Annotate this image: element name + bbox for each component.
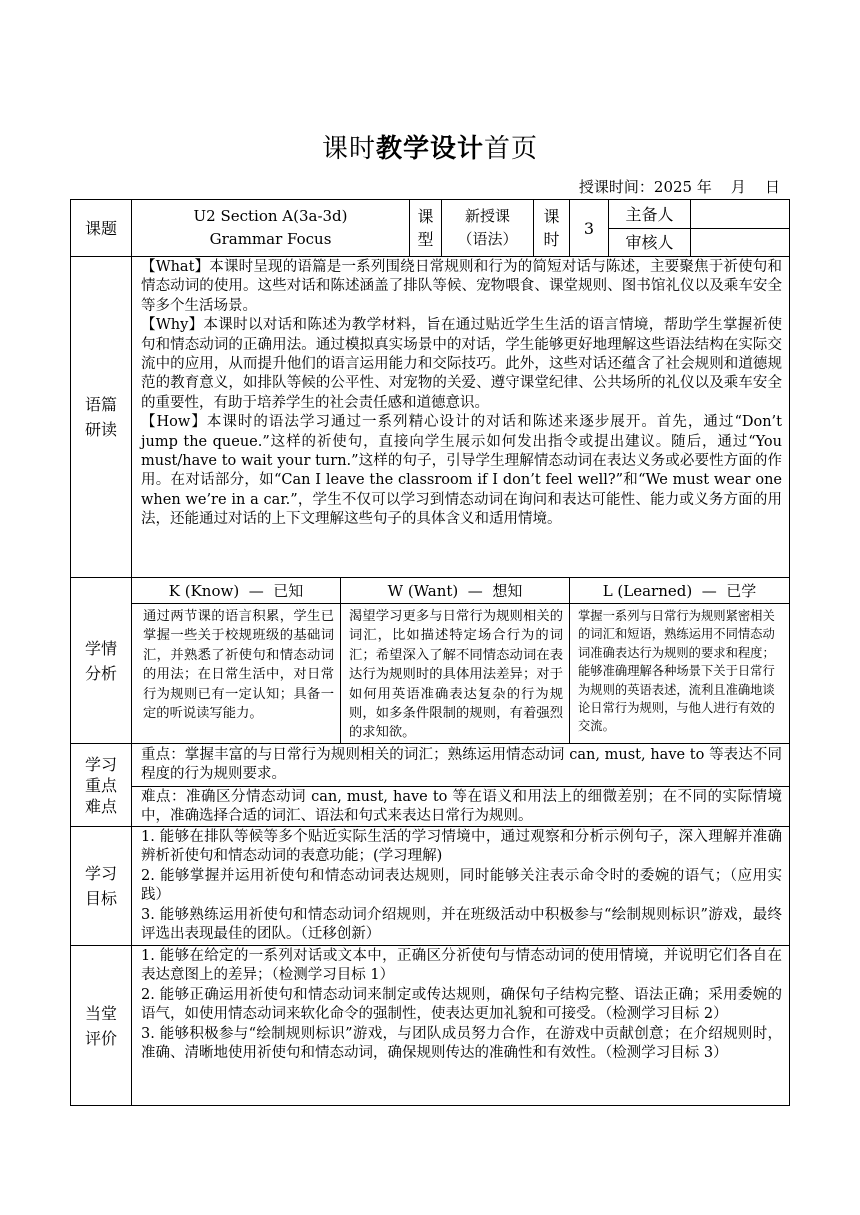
assessment-item-3: 3. 能够积极参与“绘制规则标识”游戏，与团队成员努力合作，在游戏中贡献创意；在介绍规则时，准确、清晰地使用祈使句和情态动词，确保规则传达的准确性和有效性。（检测学习目标 3）: [141, 1025, 782, 1062]
learned-header: L (Learned) — 已学: [602, 582, 757, 600]
text-study-why: 【Why】本课时以对话和陈述为教学材料，旨在通过贴近学生生活的语言情境，帮助学生掌握祈使句和情态动词的正确用法。通过模拟真实场景中的对话，学生能够更好地理解这些语法结构在实际交流中的应用，从而提升他们的语言运用能力和交际技巧。此外，这些对话还蕴含了社会规则和道德规范的教育意义，如排队等候的公平性、对宠物的关爱、遵守课堂纪律、公共场所的礼仪以及乘车安全的重要性，有助于培养学生的社会责任感和道德意识。: [141, 317, 782, 411]
objectives-content: [132, 827, 789, 945]
key-points-difficulty: 难点：准确区分情态动词 can, must, have to 等在语义和用法上的细微差别；在不同的实际情境中，准确选择合适的词汇、语法和句式来表达日常行为规则。: [141, 789, 782, 825]
lesson-type-line-2: （语法）: [457, 230, 518, 248]
assessment-label: 当堂评价: [84, 1003, 117, 1048]
topic-value: [132, 200, 409, 256]
text-study-what: 【What】本课时呈现的语篇是一系列围绕日常规则和行为的简短对话与陈述，主要聚焦于祈使句和情态动词的使用。这些对话和陈述涵盖了排队等候、宠物喂食、课堂规则、图书馆礼仪以及乘车安全等多个生活场景。: [141, 259, 782, 314]
know-header: K (Know) — 已知: [168, 582, 304, 600]
lesson-type-value: [442, 200, 533, 256]
learner-analysis-label: 学情分析: [84, 638, 117, 683]
text-study-content: [132, 257, 789, 577]
want-header: W (Want) — 想知: [387, 582, 523, 600]
preparer-value[interactable]: [691, 200, 789, 228]
text-study-how: 【How】本课时的语法学习通过一系列精心设计的对话和陈述来逐步展开。首先，通过“Don’t jump the queue.”这样的祈使句，直接向学生展示如何发出指令或提出建议。随后，通过“You must/have to wait your turn.”这样的句子，引导学生理解情态动词在表达义务或必要性方面的作用。在对话部分，如“Can I leave the classroom if I don’t feel well?”和“We must wear one when we’re in a car.”，学生不仅可以学习到情态动词在询问和表达可能性、能力或义务方面的用法，还能通过对话的上下文理解这些句子的具体含义和适用情境。: [141, 414, 782, 528]
topic-line-2: Grammar Focus: [209, 230, 332, 248]
title-bold: 教学设计: [375, 134, 484, 164]
teaching-date: 授课时间：2025 年 月 日: [578, 178, 780, 196]
lesson-type-label: 课型: [417, 207, 434, 249]
key-points-label: 学习重点难点: [85, 754, 118, 816]
topic-label: 课题: [84, 218, 117, 238]
want-content: 渴望学习更多与日常行为规则相关的词汇，比如描述特定场合行为的词汇；希望深入了解不同情态动词在表达行为规则时的具体用法差异；对于如何用英语准确表达复杂的行为规则，如多条件限制的规则，有着强烈的求知欲。: [349, 609, 563, 741]
objective-item-2: 2. 能够掌握并运用祈使句和情态动词表达规则，同时能够关注表示命令时的委婉的语气；（应用实践）: [141, 867, 782, 904]
topic-line-1: U2 Section A(3a-3d): [193, 207, 348, 225]
assessment-item-1: 1. 能够在给定的一系列对话或文本中，正确区分祈使句与情态动词的使用情境，并说明它们各自在表达意图上的差异；（检测学习目标 1）: [141, 948, 782, 984]
text-study-label: 语篇研读: [84, 395, 117, 439]
reviewer-label: 审核人: [625, 233, 674, 252]
key-points-focus: 重点：掌握丰富的与日常行为规则相关的词汇；熟练运用情态动词 can, must, have to 等表达不同程度的行为规则要求。: [141, 747, 782, 783]
preparer-label: 主备人: [625, 204, 674, 224]
title-suffix: 首页: [484, 134, 539, 164]
know-content: 通过两节课的语言积累，学生已掌握一些关于校规班级的基础词汇，并熟悉了祈使句和情态动词的用法；在日常生活中，对日常行为规则已有一定认知；具备一定的听说读写能力。: [143, 609, 334, 722]
period-label: 课时: [543, 207, 560, 249]
objective-item-3: 3. 能够熟练运用祈使句和情态动词介绍规则，并在班级活动中积极参与“绘制规则标识”游戏，最终评选出表现最佳的团队。（迁移创新）: [141, 906, 782, 943]
learned-content: 掌握一系列与日常行为规则紧密相关的词汇和短语，熟练运用不同情态动词准确表达行为规则的要求和程度；能够准确理解各种场景下关于日常行为规则的英语表述，流利且准确地谈论日常行为规则，与他人进行有效的交流。: [578, 609, 775, 734]
title-prefix: 课时: [321, 134, 376, 164]
reviewer-value[interactable]: [691, 229, 789, 256]
lesson-type-line-1: 新授课: [464, 207, 510, 225]
assessment-content: [132, 946, 789, 1105]
period-value: 3: [583, 218, 595, 238]
objectives-label: 学习目标: [84, 864, 117, 908]
assessment-item-2: 2. 能够正确运用祈使句和情态动词来制定或传达规则，确保句子结构完整、语法正确；采用委婉的语气，如使用情态动词来软化命令的强制性，使表达更加礼貌和可接受。（检测学习目标 2）: [141, 986, 782, 1023]
objective-item-1: 1. 能够在排队等候等多个贴近实际生活的学习情境中，通过观察和分析示例句子，深入理解并准确辨析祈使句和情态动词的表意功能；(学习理解): [141, 829, 782, 865]
